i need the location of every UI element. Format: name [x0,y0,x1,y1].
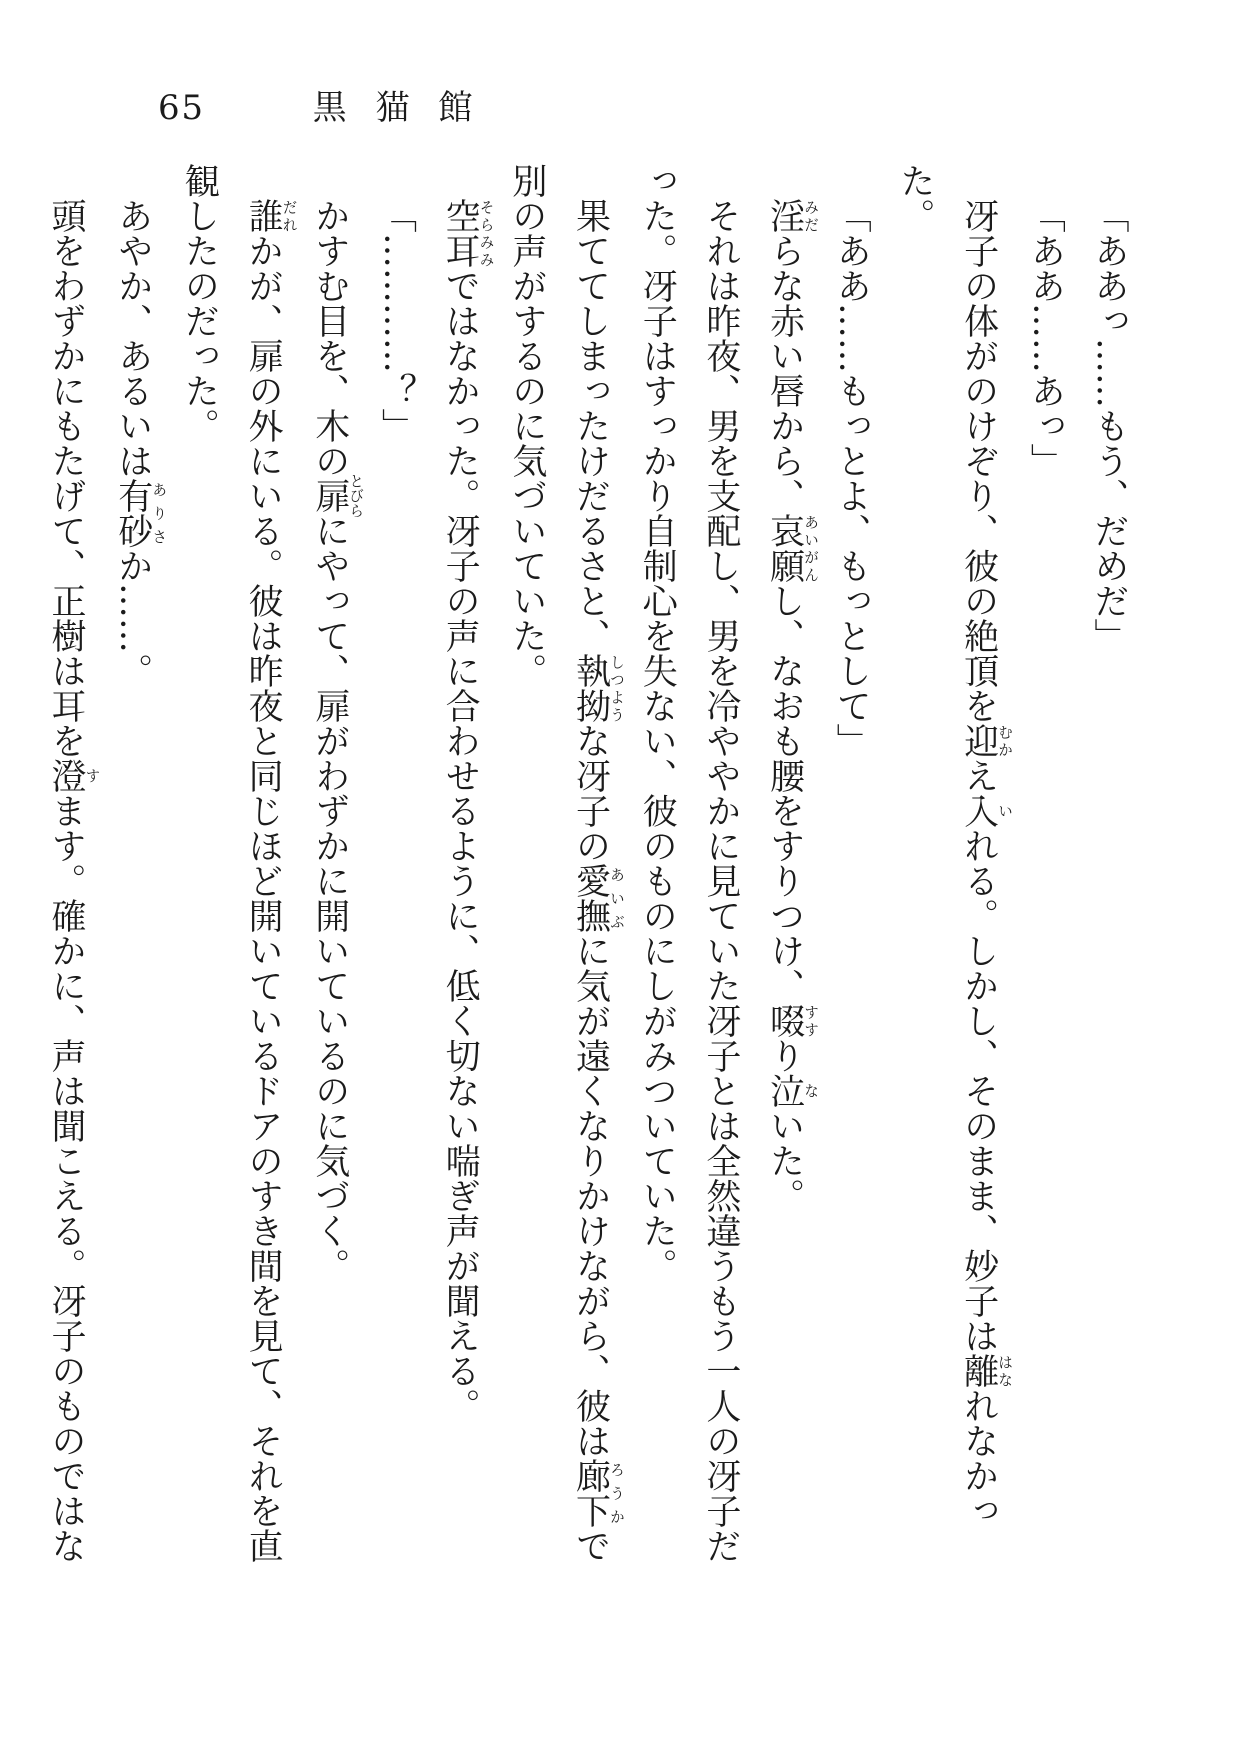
ruby-annotated-text: 空耳そらみみ [440,198,495,268]
ruby-annotated-text: 入い [958,793,1014,828]
paragraph-narrative-7: 誰だれかが、扉の外にいる。彼は昨夜と同じほど開いているドアのすき間を見て、それを直観したのだった。 [179,163,298,1563]
paragraph-narrative-1: 冴子の体がのけぞり、彼の絶頂を迎むかえ入いれる。しかし、そのまま、妙子は離はなれなかった。 [894,163,1014,1528]
paragraph-narrative-6: かすむ目を、木の扉とびらにやって、扉がわずかに開いているのに気づく。 [309,198,365,1283]
running-header [158,80,501,129]
ruby-annotated-text: 執拗しつよう [570,653,625,723]
paragraph-narrative-3: それは昨夜、男を支配し、男を冷ややかに見ていた冴子とは全然違うもう一人の冴子だった。冴子はすっかり自制心を失ない、彼のものにしがみついていた。 [637,163,741,1563]
ruby-annotated-text: 澄す [46,758,101,793]
ruby-annotated-text: 離はな [958,1353,1014,1388]
furigana: とびら [347,473,365,518]
furigana: そらみみ [477,198,495,268]
furigana: ろうか [608,1458,625,1528]
ruby-annotated-text: 淫みだ [764,198,820,233]
hanging-punctuation: 。 [894,198,935,233]
ruby-annotated-text: 哀願あいがん [764,513,820,583]
furigana: しつよう [608,653,625,723]
ruby-annotated-text: 廊下ろうか [570,1458,625,1528]
page-number: 65 [158,88,205,128]
ruby-annotated-text: 愛撫あいぶ [570,863,625,933]
furigana: ありさ [150,478,168,548]
ruby-annotated-text: 泣な [764,1073,820,1108]
furigana: あいぶ [608,863,625,933]
furigana: みだ [802,198,820,233]
furigana: い [996,793,1014,828]
ruby-annotated-text: 迎むか [958,723,1014,758]
furigana: はな [996,1353,1014,1388]
vertical-text-block [46,163,1140,1563]
paragraph-dialogue-2: 「ああ……あっ」 [1025,198,1066,478]
ruby-annotated-text: 扉とびら [309,473,365,518]
ruby-annotated-text: 啜すす [764,1003,820,1038]
paragraph-narrative-9: 頭をわずかにもたげて、正樹は耳を澄すます。確かに、声は聞こえる。冴子のものではな [46,198,101,1563]
ruby-annotated-text: 誰だれ [243,198,298,233]
paragraph-dialogue-3: 「ああ……もっとよ、もっとして」 [831,198,872,758]
furigana: す [83,758,101,793]
paragraph-dialogue-1: 「ああっ……もう、だめだ」 [1089,198,1129,653]
paragraph-dialogue-4: 「…………？」 [376,198,417,443]
running-title: 黒猫館 [312,88,502,128]
furigana: だれ [280,198,298,233]
paragraph-narrative-5: 空耳そらみみではなかった。冴子の声に合わせるように、低く切ない喘ぎ声が聞える。 [440,198,495,1423]
furigana: すす [802,1003,820,1038]
paragraph-narrative-2: 淫みだらな赤い唇から、哀願あいがんし、なおも腰をすりつけ、啜すすり泣ないた。 [764,198,820,1213]
paragraph-narrative-8: あやか、あるいは有砂ありさか……。 [112,198,168,688]
paragraph-narrative-4: 果ててしまったけだるさと、執拗しつような冴子の愛撫あいぶに気が遠くなりかけながら、彼は廊下ろうかで別の声がするのに気づいていた。 [506,163,625,1563]
ruby-annotated-text: 有砂ありさ [112,478,168,548]
furigana: な [802,1073,820,1108]
furigana: あいがん [802,513,820,583]
furigana: むか [996,723,1014,758]
